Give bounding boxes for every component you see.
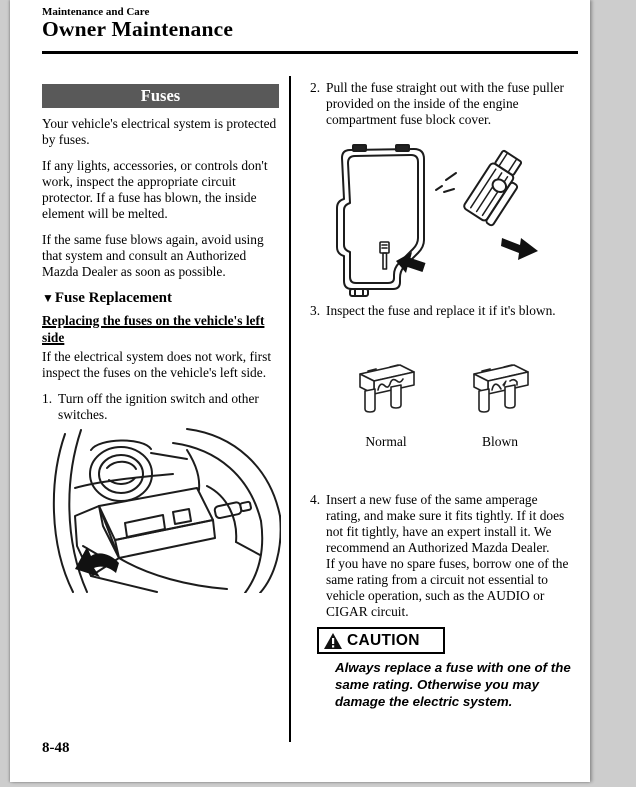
step-1-text: Turn off the ignition switch and other switches. [58, 391, 259, 422]
header-rule [42, 51, 578, 54]
caution-box [317, 627, 445, 654]
paragraph-blows-again: If the same fuse blows again, avoid using that system and consult an Authorized Mazda Dealer as soon as possible. [42, 232, 264, 279]
fuse-replacement-heading-label: Fuse Replacement [54, 290, 172, 306]
step-1-number: 1. [42, 391, 53, 406]
step-4-text [326, 492, 572, 620]
section-marker-icon: ▼ [42, 291, 54, 305]
warning-icon [324, 633, 342, 649]
paragraph-left-side-intro: If the electrical system does not work, first inspect the fuses on the vehicle's left side. [42, 349, 272, 380]
fuse-label-blown: Blown [481, 434, 518, 449]
caution-label: CAUTION [347, 631, 420, 649]
normal-fuse-figure [342, 359, 430, 450]
step-2-number: 2. [310, 80, 321, 95]
fuses-section-heading: Fuses [42, 84, 279, 108]
step-3 [310, 303, 572, 319]
blown-fuse-illustration [462, 359, 538, 417]
page-title: Owner Maintenance [42, 17, 234, 41]
manual-page [10, 0, 590, 782]
caution-text: Always replace a fuse with one of the same rating. Otherwise you may damage the electric system. [335, 660, 571, 709]
step-2 [310, 80, 572, 128]
fuse-comparison-figures [342, 359, 572, 450]
step-1 [42, 391, 279, 423]
fuse-label-normal: Normal [365, 434, 407, 449]
fuse-replacement-heading [42, 290, 279, 307]
step-3-text: Inspect the fuse and replace it if it's blown. [326, 303, 556, 318]
fuse-block-cover-illustration [316, 142, 542, 300]
step-3-number: 3. [310, 303, 321, 318]
step-4-text-part1: Insert a new fuse of the same amperage rating, and make sure it fits tightly. If it does not fit tightly, have an expert install it. We recommend an Authorized Mazda Dealer. [326, 492, 565, 555]
right-column [310, 80, 572, 710]
left-column [42, 84, 279, 593]
step-4-text-part2: If you have no spare fuses, borrow one of the same rating from a circuit not essential to vehicle operation, such as the AUDIO or CIGAR circuit. [326, 556, 569, 619]
column-divider [289, 76, 291, 742]
page-number: 8-48 [42, 740, 70, 756]
step-2-text: Pull the fuse straight out with the fuse puller provided on the inside of the engine compartment fuse block cover. [326, 80, 565, 127]
normal-fuse-illustration [348, 359, 424, 417]
dashboard-fuse-location-illustration [39, 428, 281, 593]
replacing-fuses-subheading: Replacing the fuses on the vehicle's left side [42, 313, 265, 345]
breadcrumb: Maintenance and Care [42, 6, 150, 18]
paragraph-inspect-circuit: If any lights, accessories, or controls don't work, inspect the appropriate circuit protector. If a fuse has blown, the inside element will be melted. [42, 158, 268, 221]
step-4-number: 4. [310, 492, 321, 507]
step-4 [310, 492, 572, 620]
blown-fuse-figure [456, 359, 544, 450]
paragraph-fuses-intro: Your vehicle's electrical system is protected by fuses. [42, 116, 277, 147]
